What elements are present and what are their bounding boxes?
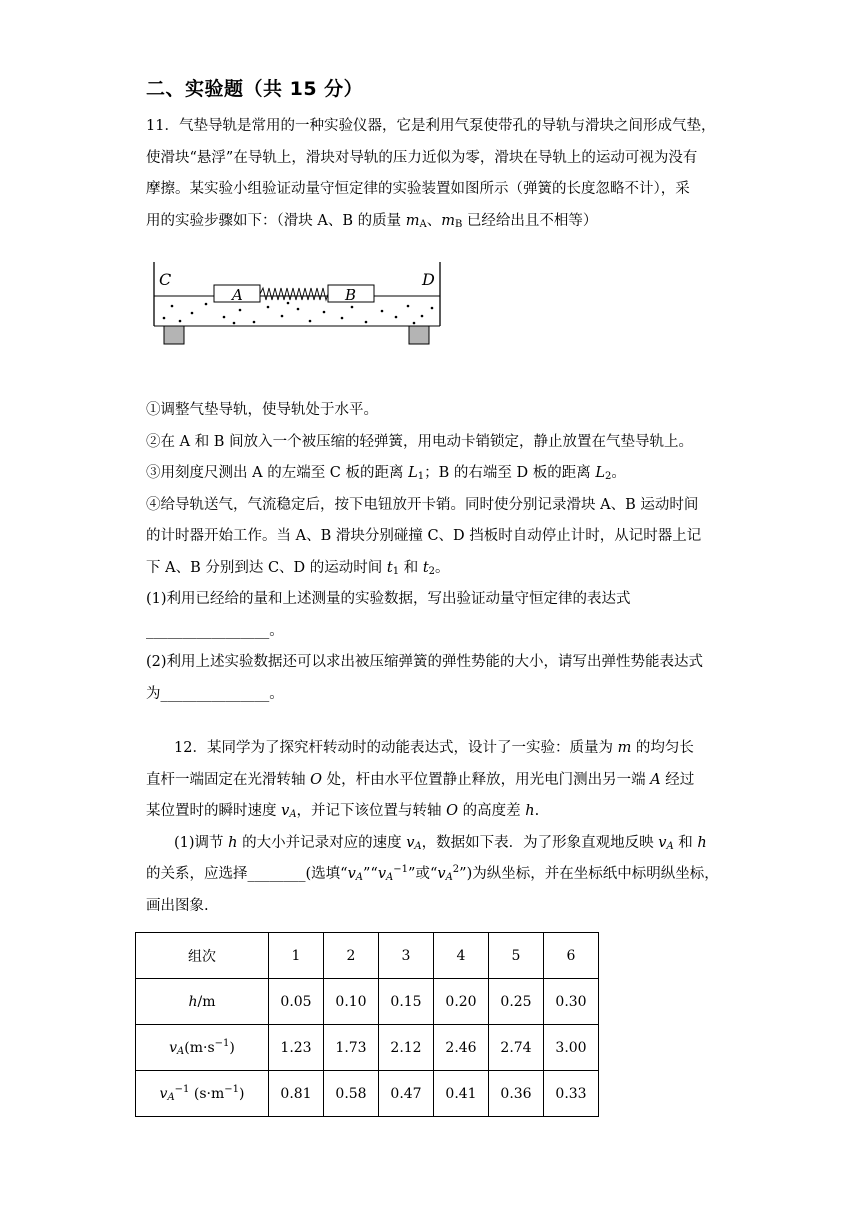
q11-intro-line: 11．气垫导轨是常用的一种实验仪器，它是利用气泵使带孔的导轨与滑块之间形成气垫， — [146, 118, 716, 134]
table-cell: 3 — [379, 933, 434, 979]
table-cell: 2.46 — [434, 1025, 489, 1071]
table-cell: 0.36 — [489, 1071, 544, 1117]
label-d: D — [422, 270, 435, 289]
q12-part-1: (1)调节 h 的大小并记录对应的速度 $v_A$，数据如下表．为了形象直观地反映 $v_A$ 和 h — [174, 834, 707, 852]
q11-part-2-blank: 为_______________。 — [146, 685, 284, 702]
table-cell: 0.10 — [324, 979, 379, 1025]
data-table — [135, 932, 599, 1117]
q11-intro-line: 使滑块“悬浮”在导轨上，滑块对导轨的压力近似为零，滑块在导轨上的运动可视为没有 — [146, 149, 698, 166]
label-b: B — [345, 286, 357, 304]
q12-part-1: 的关系，应选择________(选填“$v_A”“v_A^{-1}$”或“$v_A^2$”)为纵坐标，并在坐标纸中标明纵坐标， — [146, 864, 719, 883]
table-cell: 0.05 — [269, 979, 324, 1025]
table-cell: 0.30 — [544, 979, 599, 1025]
table-row — [136, 1071, 599, 1117]
table-cell: 0.25 — [489, 979, 544, 1025]
table-row — [136, 933, 599, 979]
table-cell: 4 — [434, 933, 489, 979]
q12-line: 12．某同学为了探究杆转动时的动能表达式，设计了一实验：质量为 m 的均匀长 — [174, 740, 694, 756]
step-3: ③用刻度尺测出 A 的左端至 C 板的距离 $L_1$；B 的右端至 D 板的距离 $L_2$。 — [146, 465, 626, 482]
step-4: 下 A、B 分别到达 C、D 的运动时间 $t_1$ 和 $t_2$。 — [146, 559, 450, 577]
table-cell: 5 — [489, 933, 544, 979]
label-c: C — [159, 270, 172, 289]
table-cell: 3.00 — [544, 1025, 599, 1071]
table-cell: 2.74 — [489, 1025, 544, 1071]
table-cell: 6 — [544, 933, 599, 979]
q11-part-1: (1)利用已经给的量和上述测量的实验数据，写出验证动量守恒定律的表达式 — [146, 591, 631, 607]
q11-part-1-blank: _________________。 — [146, 622, 284, 639]
table-row — [136, 1025, 599, 1071]
table-cell: 0.41 — [434, 1071, 489, 1117]
q11-steps — [146, 395, 720, 710]
q12-line: 某位置时的瞬时速度 $v_A$，并记下该位置与转轴 O 的高度差 h. — [146, 803, 540, 820]
step-1: ①调整气垫导轨，使导轨处于水平。 — [146, 402, 378, 418]
table-cell: 0.58 — [324, 1071, 379, 1117]
q11-intro — [146, 111, 720, 237]
q11-intro-line: 用的实验步骤如下：（滑块 A、B 的质量 $m_A$、$m_B$ 已经给出且不相等） — [146, 212, 598, 230]
section-title: 二、实验题（共 15 分） — [146, 78, 364, 100]
air-track-svg — [146, 256, 446, 348]
table-row — [136, 979, 599, 1025]
label-a: A — [232, 286, 243, 304]
table-cell: 2.12 — [379, 1025, 434, 1071]
table-header-label: 组次 — [136, 933, 269, 979]
table-cell: 0.33 — [544, 1071, 599, 1117]
table-cell: 0.15 — [379, 979, 434, 1025]
table-cell: 0.81 — [269, 1071, 324, 1117]
q11-part-2: (2)利用上述实验数据还可以求出被压缩弹簧的弹性势能的大小，请写出弹性势能表达式 — [146, 654, 704, 670]
row-label-h: h/m — [136, 979, 269, 1025]
table-cell: 1 — [269, 933, 324, 979]
table-cell: 2 — [324, 933, 379, 979]
q12 — [146, 733, 720, 922]
air-track-diagram — [146, 256, 446, 352]
table-cell: 1.73 — [324, 1025, 379, 1071]
table-cell: 1.23 — [269, 1025, 324, 1071]
row-label-vinv: $v_A^{-1}$ $(s\cdot m^{-1})$ — [136, 1071, 269, 1117]
table-cell: 0.20 — [434, 979, 489, 1025]
q12-line: 直杆一端固定在光滑转轴 O 处，杆由水平位置静止释放，用光电门测出另一端 A 经过 — [146, 771, 695, 788]
step-2: ②在 A 和 B 间放入一个被压缩的轻弹簧，用电动卡销锁定，静止放置在气垫导轨上。 — [146, 433, 694, 450]
step-4: 的计时器开始工作。当 A、B 滑块分别碰撞 C、D 挡板时自动停止计时，从记时器上记 — [146, 528, 702, 544]
row-label-v: $v_A(m\cdot s^{-1})$ — [136, 1025, 269, 1071]
table-cell: 0.47 — [379, 1071, 434, 1117]
q11-intro-line: 摩擦。某实验小组验证动量守恒定律的实验装置如图所示（弹簧的长度忽略不计），采 — [146, 181, 690, 197]
q12-part-1: 画出图象. — [146, 897, 209, 914]
step-4: ④给导轨送气，气流稳定后，按下电钮放开卡销。同时使分别记录滑块 A、B 运动时间 — [146, 496, 699, 513]
